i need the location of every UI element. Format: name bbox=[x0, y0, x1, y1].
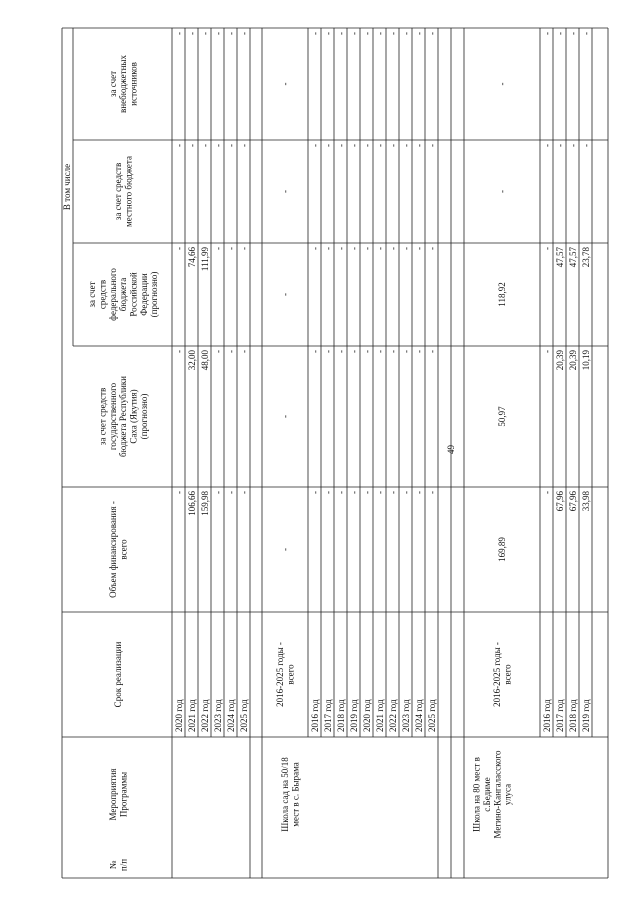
header-federal-line: средств bbox=[97, 279, 108, 310]
period-cell: 2023 год bbox=[401, 699, 411, 732]
value-cell-federal: - bbox=[239, 247, 249, 250]
header-federal bbox=[87, 268, 159, 321]
header-regional-line: за счет средств bbox=[97, 387, 108, 446]
value-cell-total: - bbox=[336, 491, 346, 494]
value-cell-federal: - bbox=[427, 247, 437, 250]
value-cell-regional: - bbox=[174, 350, 184, 353]
value-cell-local-text bbox=[497, 190, 507, 193]
value-cell-total: 159,98 bbox=[200, 491, 210, 516]
value-cell-total: - bbox=[427, 491, 437, 494]
value-cell-local: - bbox=[310, 144, 320, 147]
period-cell-line: 2016-2025 годы - bbox=[274, 642, 285, 707]
period-cell: 2019 год bbox=[581, 699, 591, 732]
header-regional-line: государственного bbox=[107, 382, 118, 451]
header-in-total-text bbox=[62, 164, 72, 210]
page-number: 49 bbox=[446, 445, 456, 454]
value-cell-local: - bbox=[323, 144, 333, 147]
period-cell: 2019 год bbox=[349, 699, 359, 732]
value-cell-federal-line: - bbox=[280, 293, 291, 296]
value-cell-federal bbox=[497, 282, 507, 306]
period-cell: 2016 год bbox=[310, 699, 320, 732]
value-cell-extra: - bbox=[581, 32, 591, 35]
header-federal-line: федерального bbox=[107, 268, 118, 321]
measure-cell-line: Школа сад на 50/18 bbox=[279, 757, 290, 832]
value-cell-local: - bbox=[213, 144, 223, 147]
period-cell bbox=[492, 642, 512, 707]
measure-cell-line: Мегино-Кангаласского bbox=[492, 750, 503, 839]
value-cell-extra: - bbox=[310, 32, 320, 35]
period-cell: 2025 год bbox=[239, 699, 249, 732]
header-total-line: всего bbox=[118, 539, 129, 560]
value-cell-federal: - bbox=[414, 247, 424, 250]
value-cell-total: 33,98 bbox=[581, 491, 591, 512]
value-cell-local: - bbox=[362, 144, 372, 147]
header-regional bbox=[97, 376, 148, 457]
value-cell-regional: 48,00 bbox=[200, 350, 210, 371]
value-cell-regional: - bbox=[336, 350, 346, 353]
period-cell: 2021 год bbox=[187, 699, 197, 732]
header-num-line: п/п bbox=[118, 858, 129, 872]
value-cell-federal: 47,57 bbox=[568, 247, 578, 268]
value-cell-local: - bbox=[581, 144, 591, 147]
value-cell-local-line: - bbox=[280, 190, 291, 193]
value-cell-total: - bbox=[375, 491, 385, 494]
period-cell-line: 2016-2025 годы - bbox=[491, 642, 502, 707]
value-cell-extra-text bbox=[280, 83, 290, 86]
header-measures bbox=[108, 768, 128, 820]
measure-cell-line: улуса bbox=[502, 783, 513, 806]
period-cell: 2022 год bbox=[200, 699, 210, 732]
value-cell-local: - bbox=[349, 144, 359, 147]
value-cell-local: - bbox=[388, 144, 398, 147]
value-cell-regional: - bbox=[401, 350, 411, 353]
value-cell-extra: - bbox=[349, 32, 359, 35]
value-cell-regional: - bbox=[213, 350, 223, 353]
value-cell-extra: - bbox=[239, 32, 249, 35]
header-regional-text bbox=[97, 376, 148, 457]
header-local-line: за счет средств bbox=[112, 162, 123, 221]
value-cell-extra: - bbox=[427, 32, 437, 35]
header-measures-line: Программы bbox=[118, 771, 129, 818]
header-total-line: Объем финансирования - bbox=[107, 501, 118, 598]
value-cell-federal: - bbox=[336, 247, 346, 250]
value-cell-extra: - bbox=[336, 32, 346, 35]
value-cell-regional: - bbox=[310, 350, 320, 353]
header-measures-text bbox=[108, 768, 128, 820]
value-cell-extra: - bbox=[174, 32, 184, 35]
value-cell-federal: - bbox=[401, 247, 411, 250]
value-cell-regional bbox=[497, 406, 507, 427]
value-cell-local: - bbox=[174, 144, 184, 147]
header-in-total bbox=[62, 164, 72, 210]
period-cell: 2022 год bbox=[388, 699, 398, 732]
period-cell: 2016 год bbox=[542, 699, 552, 732]
header-num bbox=[108, 859, 128, 871]
value-cell-local: - bbox=[375, 144, 385, 147]
period-cell bbox=[275, 642, 295, 707]
value-cell-extra-line: - bbox=[497, 82, 508, 86]
value-cell-total: - bbox=[174, 491, 184, 494]
value-cell-total: - bbox=[349, 491, 359, 494]
value-cell-regional: 20,39 bbox=[555, 350, 565, 371]
header-extra-line: за счет bbox=[107, 70, 118, 98]
header-local-line: местного бюджета bbox=[123, 156, 134, 227]
measure-cell-line: мест в с. Бырама bbox=[290, 762, 301, 827]
value-cell-total: - bbox=[401, 491, 411, 494]
measure-cell bbox=[472, 750, 513, 839]
period-cell: 2021 год bbox=[375, 699, 385, 732]
value-cell-federal: - bbox=[323, 247, 333, 250]
value-cell-total: - bbox=[362, 491, 372, 494]
value-cell-extra bbox=[280, 83, 290, 86]
period-cell-line: всего bbox=[502, 664, 513, 685]
value-cell-local: - bbox=[200, 144, 210, 147]
header-federal-line: бюджета bbox=[118, 277, 129, 312]
value-cell-regional: 10,19 bbox=[581, 350, 591, 371]
header-total-text bbox=[108, 501, 128, 598]
value-cell-local: - bbox=[427, 144, 437, 147]
value-cell-total: - bbox=[239, 491, 249, 494]
value-cell-total: 67,96 bbox=[568, 491, 578, 512]
value-cell-local bbox=[497, 190, 507, 193]
header-federal-text bbox=[87, 268, 159, 321]
value-cell-total-text bbox=[280, 548, 290, 551]
value-cell-extra bbox=[497, 83, 507, 86]
measure-cell-text bbox=[280, 757, 300, 832]
period-cell: 2020 год bbox=[174, 699, 184, 732]
measure-cell-text bbox=[472, 750, 513, 839]
header-regional-line: бюджета Республики bbox=[118, 376, 129, 457]
value-cell-federal bbox=[280, 293, 290, 296]
value-cell-regional: - bbox=[414, 350, 424, 353]
header-federal-line: Федерации bbox=[138, 273, 149, 316]
value-cell-total: 106,66 bbox=[187, 491, 197, 516]
header-period bbox=[113, 642, 123, 708]
period-cell-line: всего bbox=[285, 664, 296, 685]
value-cell-extra: - bbox=[226, 32, 236, 35]
value-cell-regional: 32,00 bbox=[187, 350, 197, 371]
value-cell-local-line: - bbox=[497, 190, 508, 193]
period-cell: 2018 год bbox=[336, 699, 346, 732]
value-cell-total: - bbox=[213, 491, 223, 494]
value-cell-extra: - bbox=[187, 32, 197, 35]
measure-cell-line: с.Бедиме bbox=[481, 777, 492, 812]
value-cell-total-text bbox=[497, 537, 507, 562]
value-cell-federal: 74,66 bbox=[187, 247, 197, 268]
value-cell-extra: - bbox=[375, 32, 385, 35]
value-cell-extra: - bbox=[542, 32, 552, 35]
value-cell-regional: 20,39 bbox=[568, 350, 578, 371]
period-cell-text bbox=[492, 642, 512, 707]
value-cell-regional: - bbox=[375, 350, 385, 353]
value-cell-federal-text bbox=[280, 293, 290, 296]
value-cell-regional: - bbox=[362, 350, 372, 353]
header-regional-line: (прогнозно) bbox=[138, 393, 149, 440]
header-federal-line: (прогнозно) bbox=[149, 271, 160, 318]
value-cell-total-line: - bbox=[280, 548, 291, 551]
value-cell-local-text bbox=[280, 190, 290, 193]
period-cell: 2017 год bbox=[555, 699, 565, 732]
value-cell-total: - bbox=[310, 491, 320, 494]
value-cell-local: - bbox=[555, 144, 565, 147]
value-cell-local: - bbox=[187, 144, 197, 147]
period-cell-text bbox=[275, 642, 295, 707]
value-cell-extra: - bbox=[414, 32, 424, 35]
value-cell-federal: 23,78 bbox=[581, 247, 591, 268]
header-num-line: № bbox=[107, 860, 118, 870]
period-cell: 2017 год bbox=[323, 699, 333, 732]
value-cell-regional: - bbox=[349, 350, 359, 353]
value-cell-total: - bbox=[323, 491, 333, 494]
value-cell-federal: 47,57 bbox=[555, 247, 565, 268]
value-cell-total: 67,96 bbox=[555, 491, 565, 512]
value-cell-extra: - bbox=[323, 32, 333, 35]
value-cell-extra: - bbox=[200, 32, 210, 35]
value-cell-regional: - bbox=[323, 350, 333, 353]
header-regional-line: Саха (Якутия) bbox=[128, 389, 139, 444]
value-cell-extra: - bbox=[362, 32, 372, 35]
period-cell: 2025 год bbox=[427, 699, 437, 732]
value-cell-local bbox=[280, 190, 290, 193]
value-cell-federal: - bbox=[542, 247, 552, 250]
header-num-text bbox=[108, 859, 128, 871]
value-cell-federal: - bbox=[174, 247, 184, 250]
header-extra bbox=[108, 55, 139, 113]
value-cell-total bbox=[497, 537, 507, 562]
value-cell-regional: - bbox=[427, 350, 437, 353]
header-period-line: Срок реализации bbox=[113, 641, 124, 708]
value-cell-local: - bbox=[414, 144, 424, 147]
value-cell-local: - bbox=[542, 144, 552, 147]
value-cell-extra: - bbox=[555, 32, 565, 35]
header-measures-line: Мероприятия bbox=[107, 768, 118, 821]
value-cell-regional: - bbox=[239, 350, 249, 353]
value-cell-local: - bbox=[336, 144, 346, 147]
value-cell-extra-line: - bbox=[280, 82, 291, 86]
value-cell-federal: - bbox=[375, 247, 385, 250]
header-extra-line: внебюджетных bbox=[118, 55, 129, 113]
value-cell-total: - bbox=[542, 491, 552, 494]
value-cell-regional: - bbox=[388, 350, 398, 353]
value-cell-regional-text bbox=[280, 415, 290, 418]
header-extra-text bbox=[108, 55, 139, 113]
value-cell-local: - bbox=[568, 144, 578, 147]
value-cell-regional-line: 50,97 bbox=[497, 406, 508, 427]
header-federal-line: Российской bbox=[128, 272, 139, 317]
value-cell-regional-text bbox=[497, 406, 507, 427]
header-federal-line: за счет bbox=[87, 281, 98, 308]
header-extra-line: источников bbox=[128, 62, 139, 106]
value-cell-regional bbox=[280, 415, 290, 418]
value-cell-federal: - bbox=[362, 247, 372, 250]
value-cell-extra-text bbox=[497, 83, 507, 86]
value-cell-federal: 111,99 bbox=[200, 247, 210, 272]
value-cell-local: - bbox=[401, 144, 411, 147]
value-cell-federal: - bbox=[213, 247, 223, 250]
value-cell-extra: - bbox=[568, 32, 578, 35]
header-period-text bbox=[113, 642, 123, 708]
value-cell-extra: - bbox=[213, 32, 223, 35]
value-cell-federal-text bbox=[497, 282, 507, 306]
value-cell-federal-line: 118,92 bbox=[497, 282, 508, 307]
period-cell: 2023 год bbox=[213, 699, 223, 732]
value-cell-total-line: 169,89 bbox=[497, 537, 508, 562]
value-cell-federal: - bbox=[226, 247, 236, 250]
value-cell-extra: - bbox=[401, 32, 411, 35]
value-cell-federal: - bbox=[310, 247, 320, 250]
value-cell-total: - bbox=[414, 491, 424, 494]
header-in-total-line: В том числе bbox=[62, 163, 73, 211]
period-cell: 2024 год bbox=[226, 699, 236, 732]
value-cell-total: - bbox=[388, 491, 398, 494]
period-cell: 2018 год bbox=[568, 699, 578, 732]
header-local bbox=[113, 156, 133, 227]
value-cell-total bbox=[280, 548, 290, 551]
value-cell-local: - bbox=[226, 144, 236, 147]
header-local-text bbox=[113, 156, 133, 227]
value-cell-extra: - bbox=[388, 32, 398, 35]
value-cell-regional: - bbox=[542, 350, 552, 353]
measure-cell-line: Школа на 80 мест в bbox=[471, 757, 482, 832]
value-cell-regional: - bbox=[226, 350, 236, 353]
header-total bbox=[108, 501, 128, 598]
value-cell-federal: - bbox=[388, 247, 398, 250]
value-cell-regional-line: - bbox=[280, 415, 291, 418]
period-cell: 2020 год bbox=[362, 699, 372, 732]
measure-cell bbox=[280, 757, 300, 832]
period-cell: 2024 год bbox=[414, 699, 424, 732]
value-cell-local: - bbox=[239, 144, 249, 147]
value-cell-federal: - bbox=[349, 247, 359, 250]
value-cell-total: - bbox=[226, 491, 236, 494]
